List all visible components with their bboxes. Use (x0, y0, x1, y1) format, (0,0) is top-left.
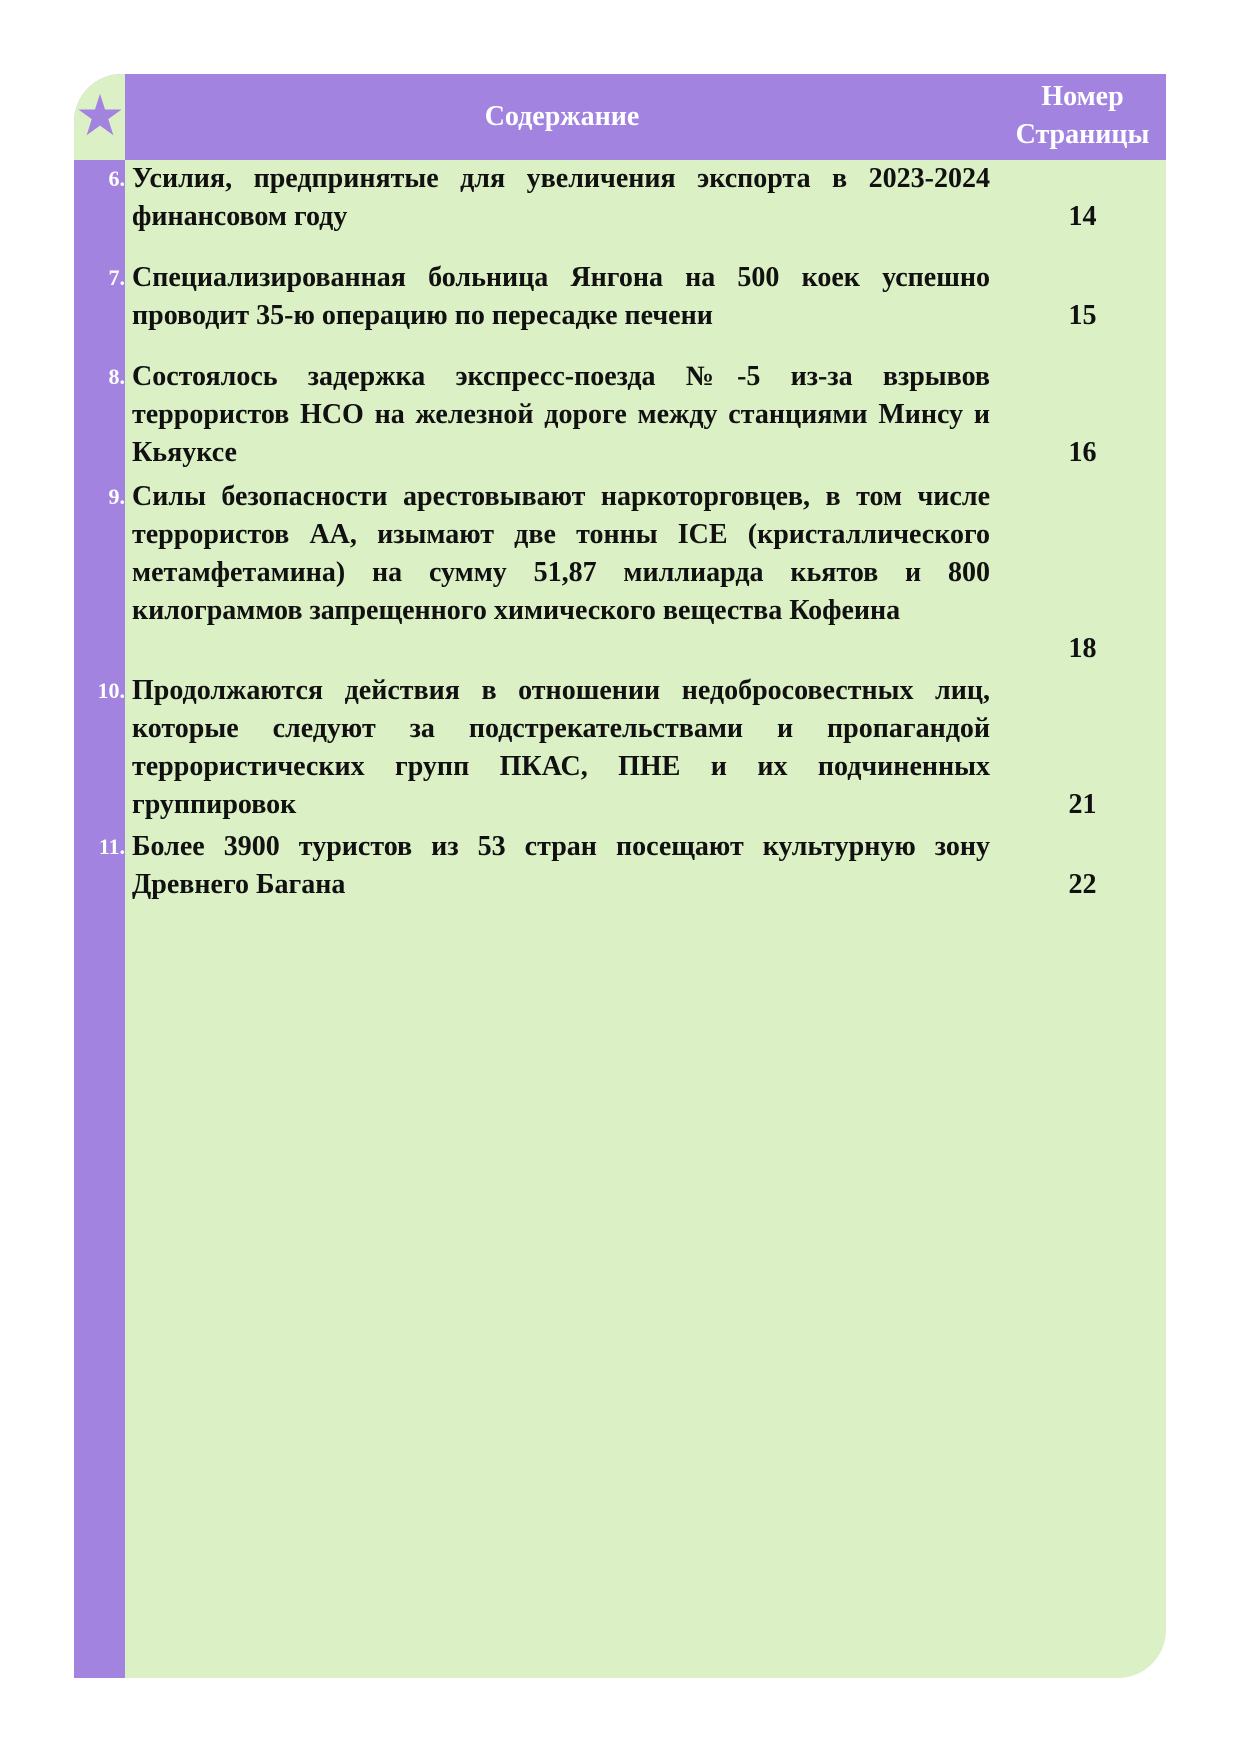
star-icon (77, 92, 123, 138)
page-number-heading (999, 78, 1166, 154)
entry-page[interactable]: 21 (1068, 789, 1097, 820)
number-column (74, 74, 125, 1678)
entry-page[interactable]: 22 (1068, 869, 1097, 900)
entry-title[interactable]: Силы безопасности арестовывают наркоторговцев, в том числе террористов АА, изымают две тонны ICE (кристаллического метамфетамина) на сумму 51,87 миллиарда кьятов и 800 килограммов запрещенного химического вещества Кофеина (132, 481, 990, 626)
entry-number: 8. (108, 364, 125, 389)
contents-heading: Содержание (484, 101, 640, 132)
entry-title[interactable]: Усилия, предпринятые для увеличения экспорта в 2023-2024 финансовом году (132, 163, 990, 232)
entry-page[interactable]: 14 (1068, 201, 1097, 232)
table-header (125, 74, 1166, 160)
entry-page[interactable]: 18 (1068, 633, 1097, 664)
entry-number: 9. (108, 484, 125, 509)
page-number-heading-line2: Страницы (1015, 119, 1150, 150)
entry-title[interactable]: Более 3900 туристов из 53 стран посещают культурную зону Древнего Багана (132, 831, 990, 900)
entry-page[interactable]: 15 (1068, 300, 1097, 331)
toc-panel (74, 74, 1166, 1678)
entry-title[interactable]: Состоялось задержка экспресс-поезда №-5 из-за взрывов террористов НСО на железной дороге между станциями Минсу и Кьяуксе (132, 361, 990, 468)
star-corner (74, 74, 125, 160)
entry-number: 7. (108, 265, 125, 290)
page-number-heading-line1: Номер (1041, 81, 1124, 112)
entry-number: 10. (97, 678, 125, 703)
entry-title[interactable]: Специализированная больница Янгона на 500 коек успешно проводит 35-ю операцию по пересадке печени (132, 262, 990, 331)
entry-number: 11. (98, 834, 125, 859)
entry-number: 6. (108, 166, 125, 191)
entry-page[interactable]: 16 (1068, 437, 1097, 468)
entry-title[interactable]: Продолжаются действия в отношении недобросовестных лиц, которые следуют за подстрекательствами и пропагандой террористических групп ПКАС, ПНЕ и их подчиненных группировок (132, 675, 990, 820)
